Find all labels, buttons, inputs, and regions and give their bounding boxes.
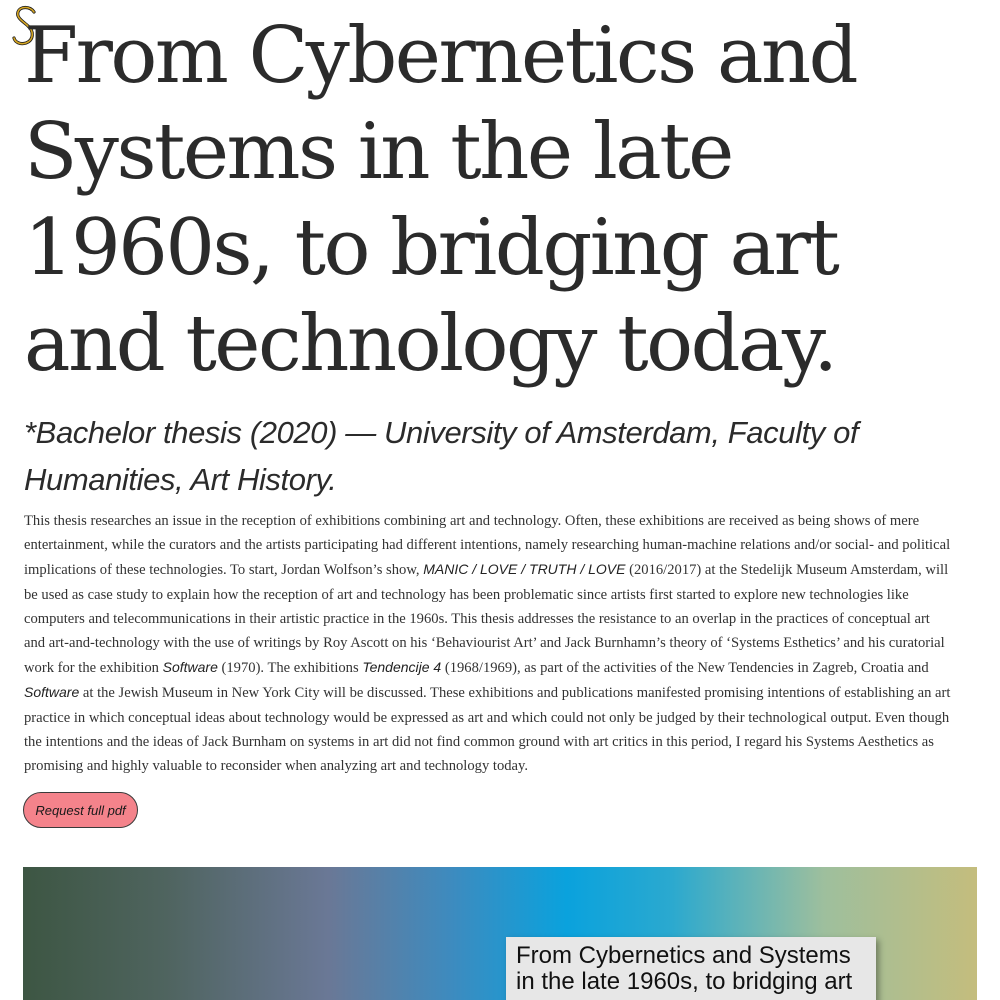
- abstract-part-1: This thesis researches an issue in the reception of exhibitions combining art and technology. Often, these exhibitions are received as being shows of mere entertainment, while the curators and the artists participating had different intentions, namely researching human-machine relations and/or social- and political implications of these technologies. To start, Jordan Wolfson’s show,: [24, 513, 951, 579]
- page-title: From Cybernetics and Systems in the late 1960s, to bridging art and technology today.: [24, 11, 857, 389]
- banner-title-card: [506, 937, 876, 1000]
- exhibition-title-software: Software: [162, 659, 218, 676]
- show-title: MANIC / LOVE / TRUTH / LOVE: [423, 561, 626, 578]
- abstract-text: [24, 509, 954, 778]
- abstract-part-5: at the Jewish Museum in New York City will be discussed. These exhibitions and publications manifested promising intentions of establishing an art practice in which conceptual ideas about technology would be expressed as art and which could not only be judged by their technological output. Even though the intentions and the ideas of Jack Burnham on systems in art did not find common ground with art critics in this period, I regard his Systems Aesthetics as promising and highly valuable to reconsider when analyzing art and technology today.: [24, 685, 951, 775]
- thesis-cover-banner: [23, 867, 977, 1000]
- abstract-part-4: (1968/1969), as part of the activities of the New Tendencies in Zagreb, Croatia and: [441, 660, 929, 677]
- request-pdf-button[interactable]: Request full pdf: [23, 792, 138, 828]
- subtitle: *Bachelor thesis (2020) — University of Amsterdam, Faculty of Humanities, Art History.: [24, 415, 859, 497]
- exhibition-title-software-2: Software: [24, 684, 80, 701]
- banner-title-text: From Cybernetics and Systems in the late 1960s, to bridging art: [516, 942, 853, 995]
- exhibition-title-tendencije: Tendencije 4: [362, 659, 442, 676]
- abstract-part-2: (2016/2017) at the Stedelijk Museum Amsterdam, will be used as case study to explain how the reception of art and technology has been problematic since artists first started to explore new technologies like computers and telecommunications in their artistic practice in the 1960s. This thesis addresses the resistance to an overlap in the practices of conceptual art and art-and-technology with the use of writings by Roy Ascott on his ‘Behaviourist Art’ and Jack Burnhamn’s theory of ‘Systems Esthetics’ and his curatorial work for the exhibition: [24, 562, 949, 677]
- abstract-part-3: (1970). The exhibitions: [217, 660, 363, 677]
